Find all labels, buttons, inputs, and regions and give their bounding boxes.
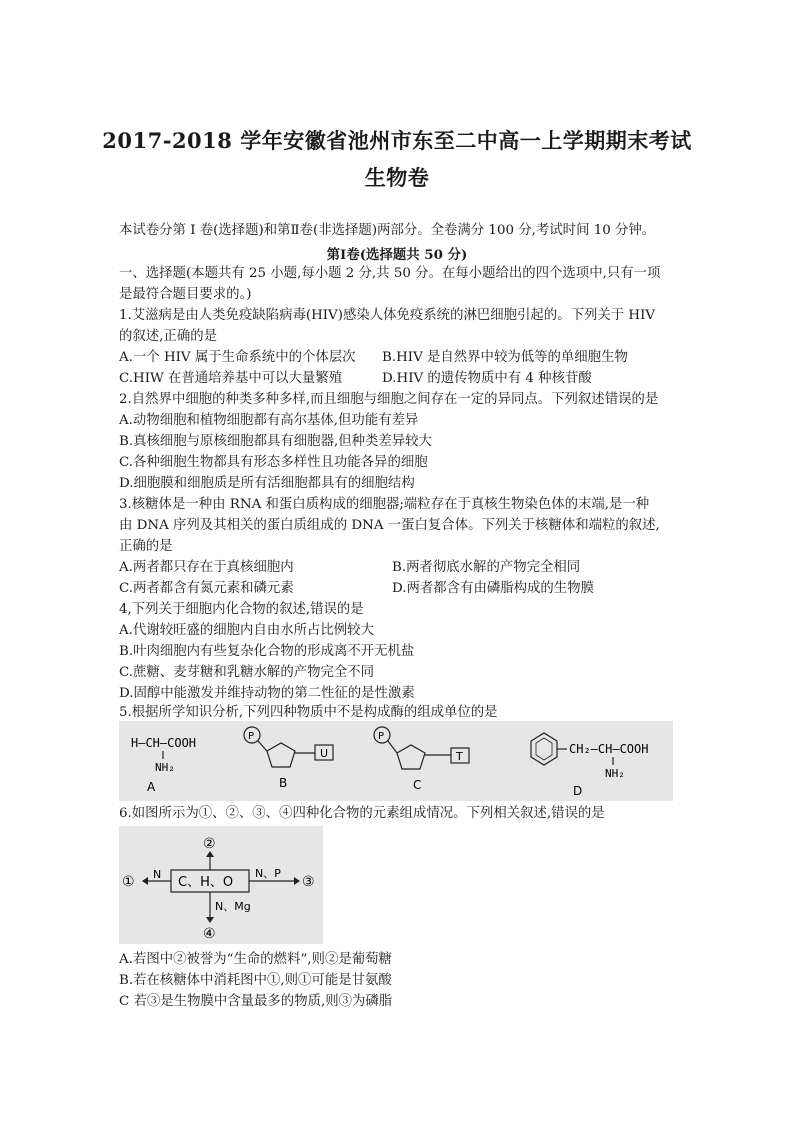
figure-a-amino: NH₂ [155, 761, 175, 774]
svg-text:U: U [320, 747, 329, 760]
option-b: B.真核细胞与原核细胞都具有细胞器,但种类差异较大 [119, 434, 432, 449]
molecule-figure [119, 721, 673, 801]
left-element: N [153, 868, 162, 881]
option-b: B.HIV 是自然界中较为低等的单细胞生物 [382, 350, 628, 365]
option-c: C.HIW 在普通培养基中可以大量繁殖 [119, 371, 343, 386]
figure-d-formula: CH₂—CH—COOH [569, 742, 649, 756]
figure-label-a: A [147, 780, 156, 794]
exam-subtitle: 生物卷 [364, 165, 430, 190]
question-stem: 2.自然界中细胞的种类多种多样,而且细胞与细胞之间存在一定的异同点。下列叙述错误的是 [119, 392, 659, 407]
option-b: B.两者彻底水解的产物完全相同 [392, 560, 581, 575]
option-d: D.固醇中能激发并维持动物的第二性征的是性激素 [119, 686, 415, 701]
figure-d-amino: NH₂ [605, 767, 625, 780]
question-stem: 由 DNA 序列及其相关的蛋白质组成的 DNA 一蛋白复合体。下列关于核糖体和端粒的叙述, [119, 518, 660, 533]
question-stem: 的叙述,正确的是 [119, 329, 217, 344]
svg-text:P: P [248, 731, 255, 742]
option-d: D.HIV 的遗传物质中有 4 种核苷酸 [382, 371, 592, 386]
svg-text:P: P [378, 731, 385, 742]
bottom-elements: N、Mg [215, 900, 251, 913]
question-stem: 1.艾滋病是由人类免疫缺陷病毒(HIV)感染人体免疫系统的淋巴细胞引起的。下列关于 HIV [119, 308, 656, 323]
compound-4: ④ [203, 926, 216, 942]
option-a: A.代谢较旺盛的细胞内自由水所占比例较大 [119, 623, 374, 638]
option-a: A.两者都只存在于真核细胞内 [119, 560, 294, 575]
option-a: A.动物细胞和植物细胞都有高尔基体,但功能有差异 [119, 413, 419, 428]
question-stem: 6.如图所示为①、②、③、④四种化合物的元素组成情况。下列相关叙述,错误的是 [119, 806, 605, 821]
option-d: D.细胞膜和细胞质是所有活细胞都具有的细胞结构 [119, 476, 415, 491]
option-a: A.一个 HIV 属于生命系统中的个体层次 [119, 350, 356, 365]
question-stem: 3.核糖体是一种由 RNA 和蛋白质构成的细胞器;端粒存在于真核生物染色体的末端,是一种 [119, 497, 650, 512]
option-b: B.若在核糖体中消耗图中①,则①可能是甘氨酸 [119, 973, 392, 988]
right-elements: N、P [255, 867, 281, 880]
intro-text: 本试卷分第 I 卷(选择题)和第Ⅱ卷(非选择题)两部分。全卷满分 100 分,考试时间 10 分钟。 [119, 223, 656, 238]
pentose-ring-b [267, 743, 295, 767]
section-heading: 第Ⅰ卷(选择题共 50 分) [326, 247, 468, 263]
option-c: C.蔗糖、麦芽糖和乳糖水解的产物完全不同 [119, 665, 375, 680]
option-c: C 若③是生物膜中含量最多的物质,则③为磷脂 [119, 994, 393, 1009]
option-a: A.若图中②被誉为“生命的燃料”,则②是葡萄糖 [119, 952, 392, 967]
option-d: D.两者都含有由磷脂构成的生物膜 [392, 581, 594, 596]
element-composition-figure [119, 826, 323, 944]
svg-text:T: T [456, 750, 463, 763]
figure-label-b: B [279, 776, 288, 790]
figure-a-formula: H—CH—COOH [131, 736, 197, 750]
question-stem: 4,下列关于细胞内化合物的叙述,错误的是 [119, 602, 364, 617]
compound-2: ② [203, 836, 216, 852]
figure-label-c: C [413, 778, 422, 792]
instructions-line: 一、选择题(本题共有 25 小题,每小题 2 分,共 50 分。在每小题给出的四个选项中,只有一项 [119, 266, 661, 281]
option-b: B.叶肉细胞内有些复杂化合物的形成离不开无机盐 [119, 644, 415, 659]
exam-title: 2017-2018 学年安徽省池州市东至二中高一上学期期末考试 [102, 128, 692, 153]
instructions-line: 是最符合题目要求的。) [119, 287, 252, 302]
pentose-ring-c [397, 745, 425, 769]
question-stem: 5.根据所学知识分析,下列四种物质中不是构成酶的组成单位的是 [119, 705, 498, 720]
compound-1: ① [122, 874, 135, 890]
compound-3: ③ [302, 874, 315, 890]
option-c: C.两者都含有氮元素和磷元素 [119, 581, 294, 596]
question-stem: 正确的是 [119, 539, 173, 554]
figure-label-d: D [573, 784, 583, 798]
option-c: C.各种细胞生物都具有形态多样性且功能各异的细胞 [119, 455, 428, 470]
center-elements: C、H、O [178, 875, 234, 890]
